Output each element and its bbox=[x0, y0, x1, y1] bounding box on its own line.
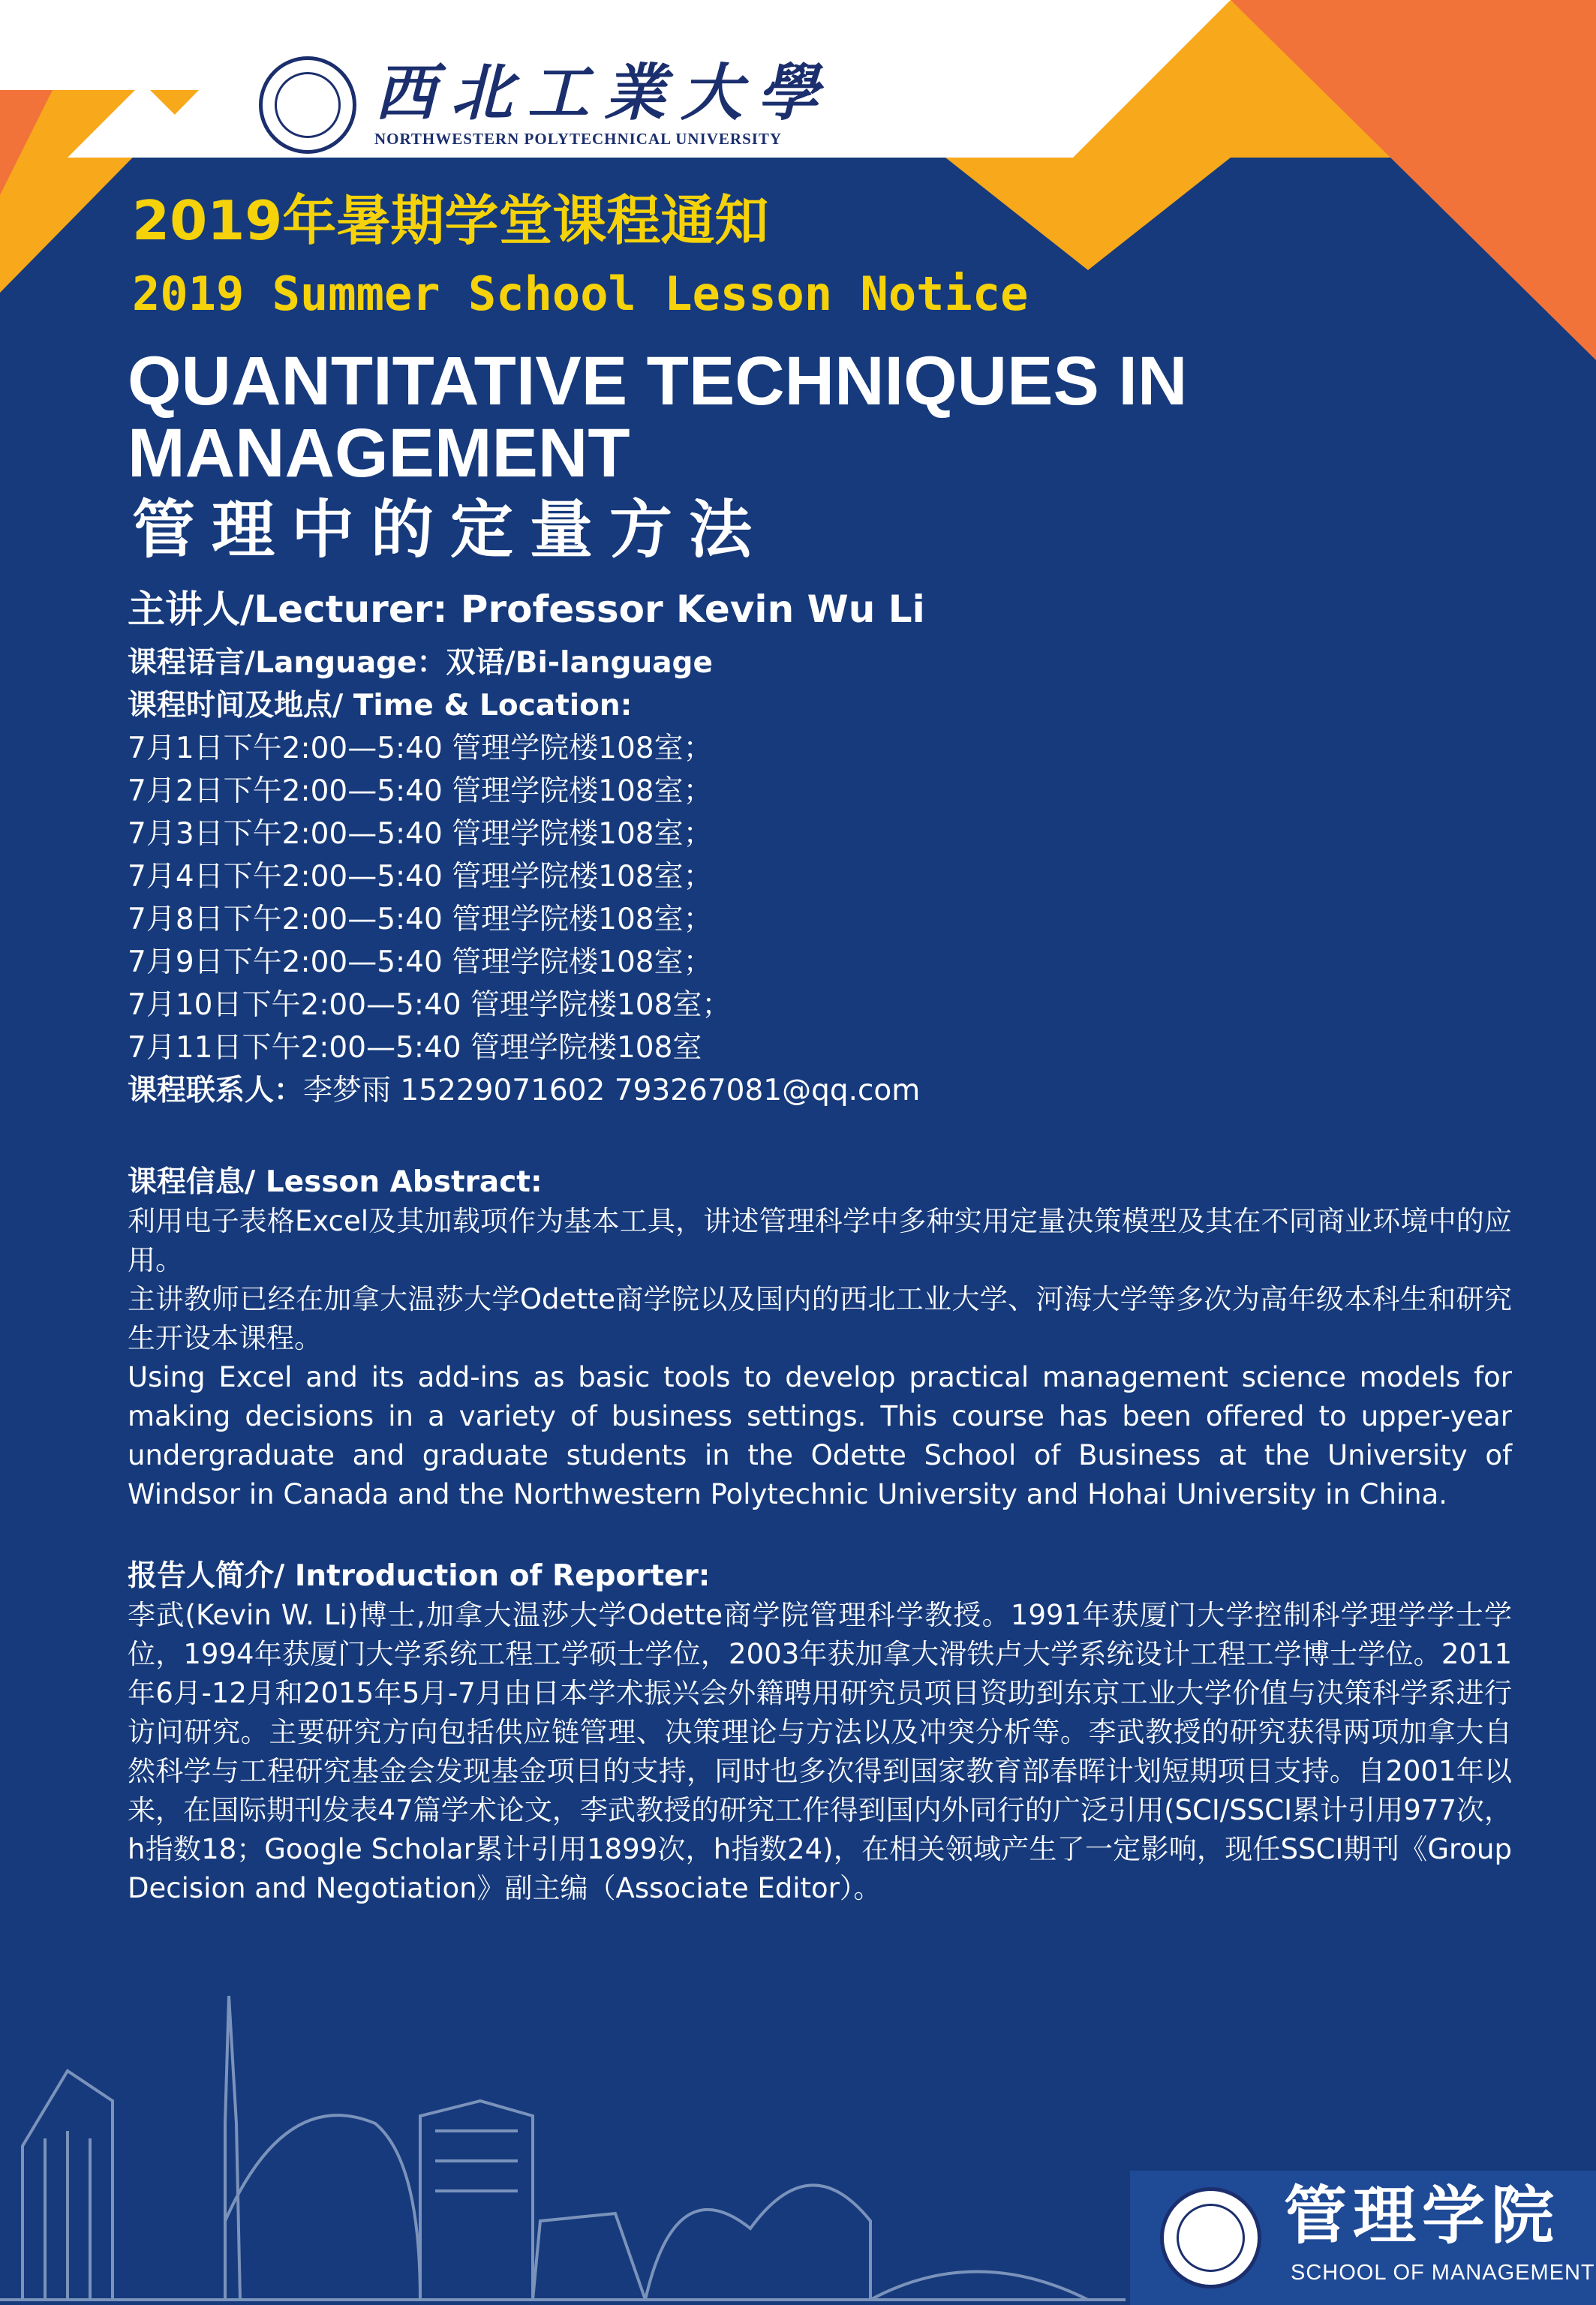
language-label: 课程语言/Language： bbox=[128, 646, 446, 680]
session-item: 7月9日下午2:00—5:40 管理学院楼108室； bbox=[128, 945, 713, 979]
school-name-cn: 管理学院 bbox=[1284, 2178, 1561, 2252]
session-item: 7月11日下午2:00—5:40 管理学院楼108室 bbox=[128, 1031, 702, 1065]
course-info bbox=[128, 642, 1523, 1112]
university-logo bbox=[259, 56, 834, 154]
right-orange-triangle bbox=[1231, 0, 1596, 360]
contact-line bbox=[128, 1069, 1523, 1112]
university-emblem-icon bbox=[259, 56, 356, 154]
session-item: 7月3日下午2:00—5:40 管理学院楼108室； bbox=[128, 817, 713, 851]
notice-title-en: 2019 Summer School Lesson Notice bbox=[132, 266, 1029, 321]
notice-title-cn: 2019年暑期学堂课程通知 bbox=[132, 189, 769, 252]
reporter-intro bbox=[128, 1557, 1512, 1908]
reporter-heading: 报告人简介/ Introduction of Reporter: bbox=[128, 1559, 711, 1593]
campus-skyline-sketch bbox=[0, 1996, 1126, 2300]
school-name-en: SCHOOL OF MANAGEMENT bbox=[1291, 2261, 1595, 2285]
university-name-cn: 西北工業大學 bbox=[374, 56, 834, 129]
session-item: 7月2日下午2:00—5:40 管理学院楼108室； bbox=[128, 774, 713, 808]
reporter-bio: 李武(Kevin W. Li)博士,加拿大温莎大学Odette商学院管理科学教授。1991年获厦门大学控制科学理学学士学位，1994年获厦门大学系统工程工学硕士学位，2003年获加拿大滑铁卢大学系统设计工程工学博士学位。2011年6月-12月和2015年5月-7月由日本学术振兴会外籍聘用研究员项目资助到东京工业大学价值与决策科学系进行访问研究。主要研究方向包括供应链管理、决策理论与方法以及冲突分析等。李武教授的研究获得两项加拿大自然科学与工程研究基金会发现基金项目的支持，同时也多次得到国家教育部春晖计划短期项目支持。自2001年以来，在国际期刊发表47篇学术论文，李武教授的研究工作得到国内外同行的广泛引用(SCI/SSCI累计引用977次，h指数18；Google Scholar累计引用1899次，h指数24)，在相关领域产生了一定影响，现任SSCI期刊《Group Decision and Negotiation》副主编（Associate Editor）。 bbox=[128, 1599, 1512, 1904]
lecturer-line: 主讲人/Lecturer: Professor Kevin Wu Li bbox=[128, 588, 925, 631]
center-orange-triangle bbox=[945, 158, 1231, 270]
session-item: 7月8日下午2:00—5:40 管理学院楼108室； bbox=[128, 903, 713, 936]
course-title-en: QUANTITATIVE TECHNIQUES IN MANAGEMENT bbox=[128, 343, 1188, 491]
course-title-cn: 管理中的定量方法 bbox=[132, 493, 769, 566]
session-item: 7月1日下午2:00—5:40 管理学院楼108室； bbox=[128, 732, 713, 765]
contact-value: 李梦雨 15229071602 793267081@qq.com bbox=[303, 1074, 921, 1107]
language-value: 双语/Bi-language bbox=[446, 646, 713, 680]
lesson-abstract bbox=[128, 1163, 1512, 1514]
abstract-paragraph: Using Excel and its add-ins as basic tools to develop practical management science models for making decisions in a variety of business settings. This course has been offered to upper-year undergraduate and graduate students in the Odette School of Business at the University of Windsor in Canada and the Northwestern Polytechnic University and Hohai University in China. bbox=[128, 1361, 1512, 1510]
school-emblem-icon bbox=[1160, 2187, 1261, 2288]
university-name-en: NORTHWESTERN POLYTECHNICAL UNIVERSITY bbox=[374, 129, 783, 148]
time-location-label: 课程时间及地点/ Time & Location: bbox=[128, 689, 633, 723]
abstract-paragraph: 主讲教师已经在加拿大温莎大学Odette商学院以及国内的西北工业大学、河海大学等多次为高年级本科生和研究生开设本课程。 bbox=[128, 1283, 1512, 1354]
session-item: 7月10日下午2:00—5:40 管理学院楼108室； bbox=[128, 988, 732, 1022]
language-line bbox=[128, 642, 1523, 684]
school-footer-logo bbox=[1130, 2171, 1596, 2305]
contact-label: 课程联系人： bbox=[128, 1074, 304, 1107]
abstract-heading: 课程信息/ Lesson Abstract: bbox=[128, 1165, 543, 1199]
abstract-paragraph: 利用电子表格Excel及其加载项作为基本工具，讲述管理科学中多种实用定量决策模型及其在不同商业环境中的应用。 bbox=[128, 1205, 1512, 1276]
university-wordmark bbox=[374, 56, 834, 149]
session-item: 7月4日下午2:00—5:40 管理学院楼108室； bbox=[128, 860, 713, 894]
